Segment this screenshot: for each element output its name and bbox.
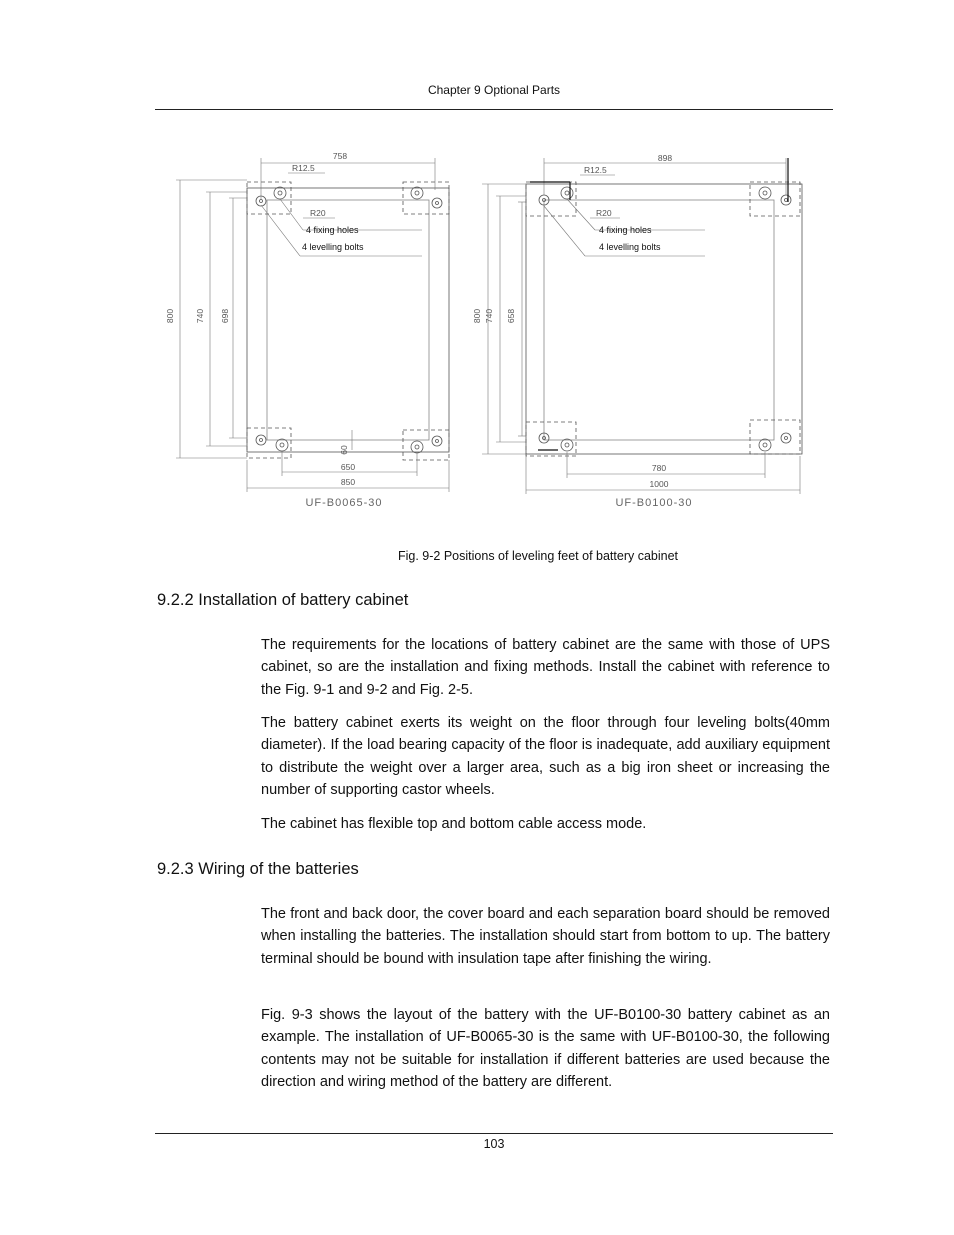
paragraph-923-2: Fig. 9-3 shows the layout of the battery with the UF-B0100-30 battery cabinet as an example. The installation of UF-B0065-30 is the same with UF-B0100-30, the following contents may not be suitable for installation if different batteries are used because the direction and wiring method of the battery are different. xyxy=(261,1007,830,1090)
figure-caption: Fig. 9-2 Positions of leveling feet of battery cabinet xyxy=(398,549,679,563)
paragraph-922-3: The cabinet has flexible top and bottom cable access mode. xyxy=(261,816,647,832)
dim-left-height-inner: 698 xyxy=(220,308,230,324)
figure-leveling-feet xyxy=(160,140,820,520)
right-dimension-lines xyxy=(482,158,800,494)
dim-right-top: 898 xyxy=(657,153,673,163)
dim-left-r-large: R20 xyxy=(310,208,326,218)
dim-right-height-inner: 658 xyxy=(506,308,516,324)
left-feet xyxy=(247,182,449,460)
callout-labels xyxy=(302,225,661,252)
paragraph-922-2: The battery cabinet exerts its weight on the floor through four leveling bolts(40mm diameter). If the load bearing capacity of the floor is inadequate, add auxiliary equipment to distribute the weight over a larger area, such as a big iron sheet or increasing the number of supporting castor wheels. xyxy=(261,715,830,798)
right-cabinet-outline xyxy=(526,184,802,454)
dim-right-outer-width: 1000 xyxy=(649,479,669,489)
header-rule xyxy=(155,109,833,110)
cabinet-drawings xyxy=(160,140,820,520)
dim-right-height-outer: 800 xyxy=(472,308,482,324)
paragraph-923-1: The front and back door, the cover board and each separation board should be removed when installing the batteries. The installation should start from bottom to up. The battery terminal should be bound with insulation tape after finishing the wiring. xyxy=(261,906,830,967)
right-label-fixing-holes: 4 fixing holes xyxy=(599,225,652,235)
dim-left-height-mid: 740 xyxy=(195,308,205,324)
dim-left-foot-gap: 60 xyxy=(339,445,349,455)
dim-left-top: 758 xyxy=(332,151,348,161)
dim-right-inner-width: 780 xyxy=(651,463,667,473)
left-cabinet-inner xyxy=(267,200,429,440)
section-heading-923: 9.2.3 Wiring of the batteries xyxy=(157,860,359,878)
footer-rule xyxy=(155,1133,833,1134)
model-labels xyxy=(305,497,692,509)
dim-right-r-small: R12.5 xyxy=(584,165,607,175)
dim-left-height-outer: 800 xyxy=(165,308,175,324)
right-model-label: UF-B0100-30 xyxy=(615,497,693,509)
dim-left-outer-width: 850 xyxy=(340,477,356,487)
right-feet xyxy=(526,182,800,456)
dim-right-height-mid: 740 xyxy=(484,308,494,324)
section-heading-922: 9.2.2 Installation of battery cabinet xyxy=(157,591,409,609)
left-model-label: UF-B0065-30 xyxy=(305,497,383,509)
dim-left-r-small: R12.5 xyxy=(292,163,315,173)
dim-right-r-large: R20 xyxy=(596,208,612,218)
dim-left-inner-width: 650 xyxy=(340,462,356,472)
left-label-levelling-bolts: 4 levelling bolts xyxy=(302,242,364,252)
right-label-levelling-bolts: 4 levelling bolts xyxy=(599,242,661,252)
page-number: 103 xyxy=(483,1137,505,1151)
paragraph-922-1: The requirements for the locations of battery cabinet are the same with those of UPS cabinet, so are the installation and fixing methods. Install the cabinet with reference to the Fig. 9-1 and 9-2 and Fig. 2-5. xyxy=(261,637,830,698)
running-header: Chapter 9 Optional Parts xyxy=(427,83,561,97)
right-cabinet-inner xyxy=(544,200,774,440)
left-label-fixing-holes: 4 fixing holes xyxy=(306,225,359,235)
right-callout-marks xyxy=(530,158,788,450)
right-holes xyxy=(539,187,791,451)
